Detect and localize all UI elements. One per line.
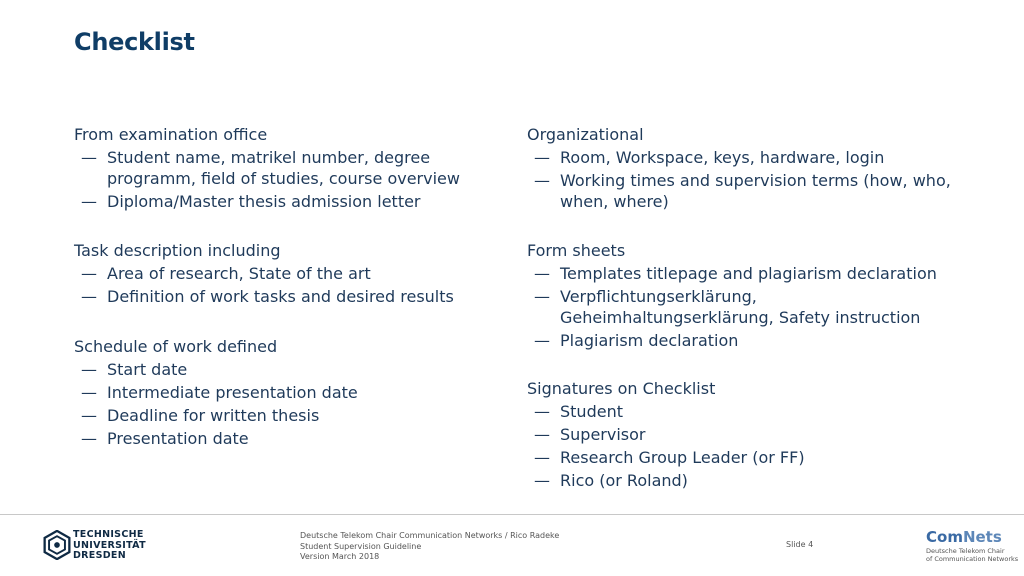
section-heading: Schedule of work defined (74, 337, 278, 356)
dash-bullet: — (534, 171, 550, 190)
section-items (74, 263, 504, 307)
dash-bullet: — (534, 448, 550, 467)
item-text-line: Templates titlepage and plagiarism declaration (560, 264, 937, 283)
item-text-line: Rico (or Roland) (560, 471, 688, 490)
footer-info (300, 531, 559, 563)
comnets-sub-line-1: Deutsche Telekom Chair (926, 547, 1005, 555)
section-items (527, 147, 967, 212)
item-text-line: Geheimhaltungserklärung, Safety instruction (560, 308, 921, 327)
item-text-line: when, where) (560, 192, 669, 211)
checklist-item (527, 263, 967, 284)
item-text-line: programm, field of studies, course overview (107, 169, 460, 188)
item-text-line: Area of research, State of the art (107, 264, 371, 283)
checklist-item (527, 470, 967, 491)
item-text-line: Intermediate presentation date (107, 383, 358, 402)
checklist-item (74, 428, 504, 449)
checklist-section (527, 124, 967, 212)
item-text-line: Plagiarism declaration (560, 331, 739, 350)
checklist-item (74, 286, 504, 307)
dash-bullet: — (534, 148, 550, 167)
item-text-line: Definition of work tasks and desired results (107, 287, 454, 306)
checklist-section (527, 378, 967, 491)
checklist-item (527, 286, 967, 328)
dash-bullet: — (81, 287, 97, 306)
university-line-2: UNIVERSITÄT (73, 539, 146, 551)
section-items (527, 263, 967, 351)
right-column (527, 124, 967, 493)
section-heading: Form sheets (527, 241, 626, 260)
checklist-item (74, 405, 504, 426)
item-text-line: Diploma/Master thesis admission letter (107, 192, 421, 211)
left-column (74, 124, 504, 451)
checklist-item (74, 147, 504, 189)
university-line-1: TECHNISCHE (73, 529, 144, 540)
checklist-section (74, 124, 504, 212)
item-text-line: Start date (107, 360, 188, 379)
checklist-section (74, 336, 504, 449)
dash-bullet: — (534, 264, 550, 283)
checklist-item (527, 330, 967, 351)
tud-seal-icon (42, 530, 72, 560)
dash-bullet: — (534, 471, 550, 490)
item-text-line: Supervisor (560, 425, 646, 444)
dash-bullet: — (81, 360, 97, 379)
item-text-line: Presentation date (107, 429, 249, 448)
section-heading: Signatures on Checklist (527, 379, 716, 398)
checklist-item (74, 191, 504, 212)
checklist-item (527, 170, 967, 212)
section-items (74, 359, 504, 449)
section-heading: Task description including (74, 241, 281, 260)
comnets-wordmark (926, 529, 1018, 546)
section-items (74, 147, 504, 212)
item-text-line: Verpflichtungserklärung, (560, 287, 757, 306)
item-text-line: Student name, matrikel number, degree (107, 148, 431, 167)
footer-divider (0, 514, 1024, 515)
item-text-line: Student (560, 402, 623, 421)
dash-bullet: — (81, 148, 97, 167)
item-text-line: Room, Workspace, keys, hardware, login (560, 148, 885, 167)
dash-bullet: — (81, 406, 97, 425)
checklist-section (74, 240, 504, 307)
section-heading: From examination office (74, 125, 268, 144)
footer-version: Version March 2018 (300, 552, 380, 561)
section-items (527, 401, 967, 491)
item-text-line: Research Group Leader (or FF) (560, 448, 805, 467)
dash-bullet: — (534, 331, 550, 350)
dash-bullet: — (81, 429, 97, 448)
dash-bullet: — (81, 192, 97, 211)
section-heading: Organizational (527, 125, 644, 144)
slide-number: Slide 4 (786, 540, 814, 549)
dash-bullet: — (534, 287, 550, 306)
comnets-part-com: Com (926, 528, 963, 546)
checklist-item (74, 359, 504, 380)
comnets-part-nets: Nets (962, 528, 1002, 546)
checklist-item (527, 147, 967, 168)
dash-bullet: — (534, 425, 550, 444)
dash-bullet: — (81, 383, 97, 402)
footer-guideline: Student Supervision Guideline (300, 541, 422, 551)
checklist-item (527, 447, 967, 468)
checklist-item (527, 401, 967, 422)
dash-bullet: — (81, 264, 97, 283)
footer-chair: Deutsche Telekom Chair Communication Networks / Rico Radeke (300, 531, 560, 540)
slide-title: Checklist (74, 28, 195, 56)
checklist-item (527, 424, 967, 445)
university-wordmark (73, 530, 146, 562)
comnets-logo (926, 529, 1018, 563)
comnets-subtitle (926, 547, 1018, 563)
item-text-line: Deadline for written thesis (107, 406, 320, 425)
comnets-sub-line-2: of Communication Networks (926, 555, 1019, 563)
checklist-item (74, 382, 504, 403)
university-line-3: DRESDEN (73, 550, 126, 561)
checklist-section (527, 240, 967, 351)
dash-bullet: — (534, 402, 550, 421)
item-text-line: Working times and supervision terms (how, who, (560, 171, 951, 190)
checklist-item (74, 263, 504, 284)
